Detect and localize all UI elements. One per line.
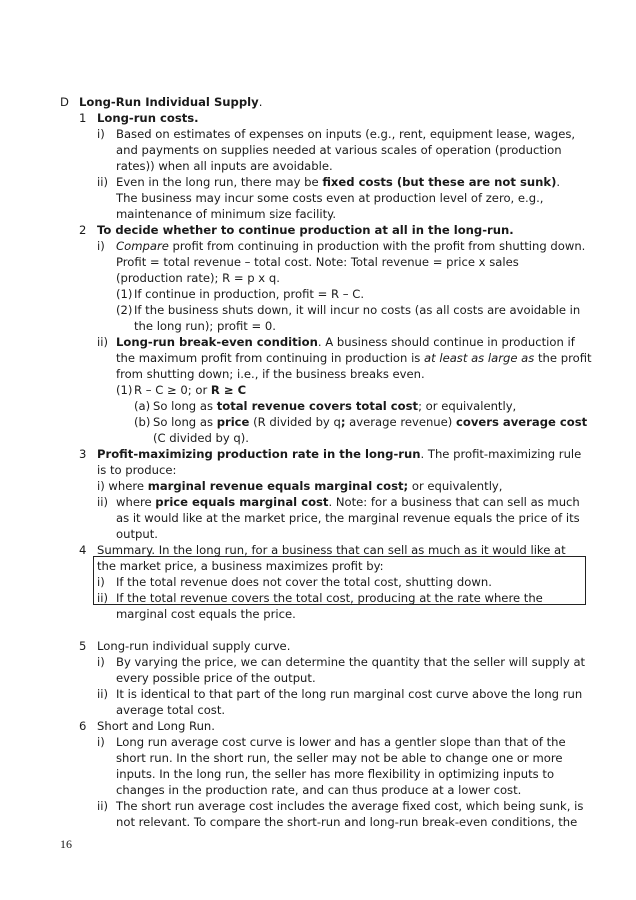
s3-ii-marker: ii): [97, 495, 108, 509]
s4-ii-line2: marginal cost equals the price.: [116, 607, 296, 621]
s2-ca-text: [153, 398, 516, 414]
s1-ii-marker: ii): [97, 175, 108, 189]
s2-cb-bold: covers average cost: [456, 415, 588, 429]
s2-heading: [97, 222, 514, 238]
page-number: 16: [60, 837, 72, 851]
s2-cb-t3: (R divided by q: [249, 415, 341, 429]
s2-ii-line2: [116, 350, 592, 366]
s2-ca-t1: So long as: [153, 399, 217, 413]
s6-i-marker: i): [97, 735, 105, 749]
s5-ii-line1: It is identical to that part of the long run marginal cost curve above the long run: [116, 687, 583, 701]
section-d-period: .: [258, 95, 263, 109]
s6-ii-marker: ii): [97, 799, 108, 813]
s2-ii-marker: ii): [97, 335, 108, 349]
s2-title: To decide whether to continue production at all in the long-run: [97, 223, 510, 237]
s2-ii-bold: Long-run break-even condition: [116, 335, 318, 349]
s6-number: 6: [79, 719, 87, 733]
s3-i-t3: or equivalently,: [408, 479, 503, 493]
s3-title: Profit-maximizing production rate in the long-run: [97, 447, 421, 461]
s2-number: 2: [79, 223, 87, 237]
section-d-heading: [79, 94, 262, 110]
s2-ca-bold: total revenue covers total cost: [216, 399, 419, 413]
s2-i-line1: [116, 238, 585, 254]
s1-ii-line3: maintenance of minimum size facility.: [116, 207, 337, 221]
section-d-marker: D: [60, 95, 69, 109]
s2-ii-line1: [116, 334, 575, 350]
s2-ii-text: . A business should continue in production if: [317, 335, 575, 349]
s1-number: 1: [79, 111, 87, 125]
s5-title: Long-run individual supply curve.: [97, 639, 291, 653]
s2-a2-marker: (2): [116, 303, 133, 317]
s2-cb-marker: (b): [134, 415, 151, 429]
s2-cb-t5: average revenue): [345, 415, 456, 429]
s6-title: Short and Long Run.: [97, 719, 215, 733]
s4-i-text: If the total revenue does not cover the total cost, shutting down.: [116, 575, 492, 589]
s4-ii-line1: If the total revenue covers the total cost, producing at the rate where the: [116, 591, 543, 605]
s3-ii-line1: [116, 494, 580, 510]
s1-ii-period: .: [556, 175, 561, 189]
s3-ii-line2: as it would like at the market price, the marginal revenue equals the price of its: [116, 511, 580, 525]
s1-i-line3: rates)) when all inputs are avoidable.: [116, 159, 333, 173]
s4-line2: the market price, a business maximizes profit by:: [97, 559, 384, 573]
s5-i-line2: every possible price of the output.: [116, 671, 316, 685]
s1-period: .: [194, 111, 199, 125]
s2-c1-marker: (1): [116, 383, 133, 397]
s4-i-marker: i): [97, 575, 105, 589]
s2-cb-line2: (C divided by q).: [153, 431, 249, 445]
s3-l1-rest: . The profit-maximizing rule: [420, 447, 582, 461]
s5-i-marker: i): [97, 655, 105, 669]
s2-a2-line2: the long run); profit = 0.: [134, 319, 276, 333]
s2-c1-bold: R ≥ C: [210, 383, 247, 397]
s3-ii-bold: price equals marginal cost: [155, 495, 329, 509]
s3-number: 3: [79, 447, 87, 461]
s2-i-line3: (production rate); R = p x q.: [116, 271, 280, 285]
s1-ii-text: Even in the long run, there may be: [116, 175, 323, 189]
s2-i-rest: profit from continuing in production with the profit from shutting down.: [168, 239, 586, 253]
s1-title: Long-run costs: [97, 111, 195, 125]
s3-i-line: [97, 478, 502, 494]
s4-line1: Summary. In the long run, for a business that can sell as much as it would like at: [97, 543, 566, 557]
s5-ii-marker: ii): [97, 687, 108, 701]
s3-line1: [97, 446, 581, 462]
s3-ii-t3: . Note: for a business that can sell as much: [328, 495, 580, 509]
s2-ii-l2-italic: at least as large as: [424, 351, 535, 365]
s6-i-line1: Long run average cost curve is lower and has a gentler slope than that of the: [116, 735, 566, 749]
s2-ii-l2a: the maximum profit from continuing in production is: [116, 351, 425, 365]
section-d-title: Long-Run Individual Supply: [79, 95, 259, 109]
s6-ii-line1: The short run average cost includes the average fixed cost, which being sunk, is: [116, 799, 584, 813]
s2-i-marker: i): [97, 239, 105, 253]
s4-number: 4: [79, 543, 87, 557]
s2-ca-marker: (a): [134, 399, 151, 413]
s3-ii-t1: where: [116, 495, 156, 509]
s2-ca-t3: ; or equivalently,: [418, 399, 517, 413]
s3-line2: is to produce:: [97, 463, 177, 477]
s2-c1-ineq: R – C ≥ 0; or: [134, 383, 211, 397]
s2-period: .: [509, 223, 514, 237]
s3-ii-line3: output.: [116, 527, 158, 541]
s2-i-line2: Profit = total revenue – total cost. Note: Total revenue = price x sales: [116, 255, 519, 269]
s1-ii-line2: The business may incur some costs even at production level of zero, e.g.,: [116, 191, 544, 205]
s4-ii-marker: ii): [97, 591, 108, 605]
s2-a2-line1: If the business shuts down, it will incur no costs (as all costs are avoidable in: [134, 303, 581, 317]
s2-cb-text: [153, 414, 587, 430]
s1-ii-bold: fixed costs (but these are not sunk): [322, 175, 557, 189]
s2-cb-semicolon: ;: [340, 415, 346, 429]
s2-cb-t1: So long as: [153, 415, 217, 429]
s6-i-line2: short run. In the short run, the seller may not be able to change one or more: [116, 751, 563, 765]
s5-ii-line2: average total cost.: [116, 703, 226, 717]
s1-i-line2: and payments on supplies needed at various scales of operation (production: [116, 143, 562, 157]
s2-a1-text: If continue in production, profit = R – C.: [134, 287, 365, 301]
s1-heading: [97, 110, 199, 126]
s6-ii-line2: not relevant. To compare the short-run and long-run break-even conditions, the: [116, 815, 578, 829]
s6-i-line3: inputs. In the long run, the seller has more flexibility in optimizing inputs to: [116, 767, 555, 781]
s1-i-line1: Based on estimates of expenses on inputs (e.g., rent, equipment lease, wages,: [116, 127, 576, 141]
s5-i-line1: By varying the price, we can determine the quantity that the seller will supply at: [116, 655, 586, 669]
s2-ii-line3: from shutting down; i.e., if the business breaks even.: [116, 367, 425, 381]
s5-number: 5: [79, 639, 87, 653]
s2-i-compare: Compare: [116, 239, 169, 253]
s6-i-line4: changes in the production rate, and can thus produce at a lower cost.: [116, 783, 522, 797]
s2-c1-text: [134, 382, 246, 398]
s1-i-marker: i): [97, 127, 105, 141]
s1-ii-line1: [116, 174, 560, 190]
s2-cb-price: price: [216, 415, 250, 429]
s3-i-t1: i) where: [97, 479, 148, 493]
s3-i-bold: marginal revenue equals marginal cost;: [147, 479, 409, 493]
s2-ii-l2c: the profit: [534, 351, 592, 365]
s2-a1-marker: (1): [116, 287, 133, 301]
